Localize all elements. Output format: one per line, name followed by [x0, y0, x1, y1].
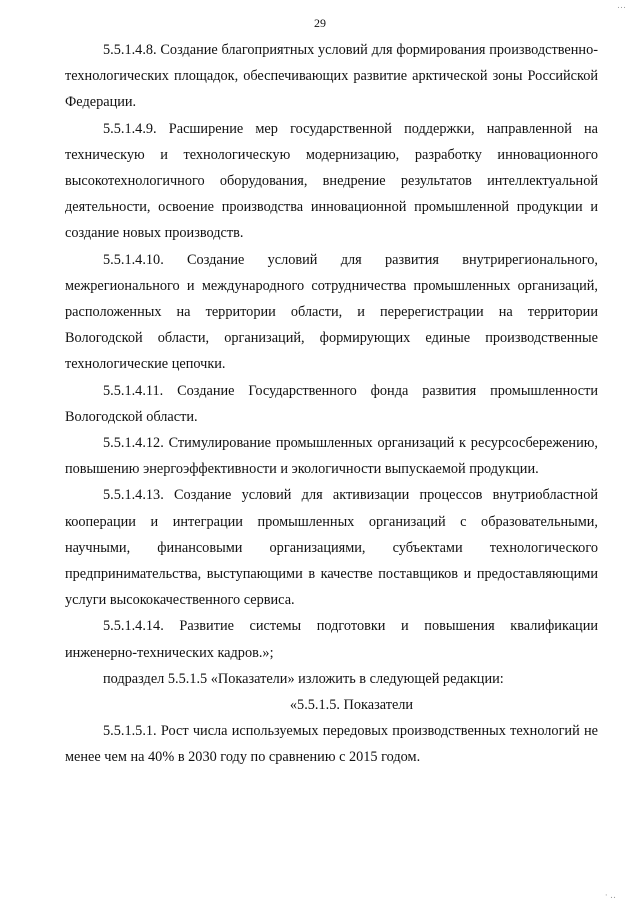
paragraph-5-5-1-4-9: 5.5.1.4.9. Расширение мер государственной поддержки, направленной на техническую и технологическую модернизацию, разработку инновационного высокотехнологичного оборудования, внедрение результатов интеллектуальной деятельности, освоение производства инновационной промышленной продукции и создание новых производств.	[65, 120, 598, 242]
paragraph-5-5-1-4-10: 5.5.1.4.10. Создание условий для развития внутрирегионального, межрегионального и международного сотрудничества промышленных организаций, расположенных на территории области, и перерегистрации на территории Вологодской области, организаций, формирующих единые производственные технологические цепочки.	[65, 251, 598, 373]
document-body	[65, 37, 598, 771]
paragraph-5-5-1-4-14: 5.5.1.4.14. Развитие системы подготовки и повышения квалификации инженерно-технических кадров.»;	[65, 618, 598, 661]
corner-mark-top: …	[617, 0, 626, 10]
paragraph-5-5-1-4-11: 5.5.1.4.11. Создание Государственного фонда развития промышленности Вологодской области.	[65, 382, 598, 425]
paragraph-subsection-instruction: подраздел 5.5.1.5 «Показатели» изложить в следующей редакции:	[103, 670, 504, 687]
paragraph-5-5-1-4-13: 5.5.1.4.13. Создание условий для активизации процессов внутриобластной кооперации и интеграции промышленных организаций с образовательными, научными, финансовыми организациями, субъектами технологического предпринимательства, выступающими в качестве поставщиков и предоставляющими услуги высококачественного сервиса.	[65, 487, 598, 609]
section-heading-5-5-1-5: «5.5.1.5. Показатели	[289, 697, 414, 714]
page-number: 29	[314, 16, 326, 30]
paragraph-5-5-1-4-12: 5.5.1.4.12. Стимулирование промышленных организаций к ресурсосбережению, повышению энергоэффективности и экологичности выпускаемой продукции.	[65, 435, 598, 478]
corner-mark-bottom: · ‥	[604, 890, 616, 900]
paragraph-5-5-1-4-8: 5.5.1.4.8. Создание благоприятных условий для формирования производственно-технологических площадок, обеспечивающих развитие арктической зоны Российской Федерации.	[65, 42, 598, 111]
paragraph-5-5-1-5-1: 5.5.1.5.1. Рост числа используемых передовых производственных технологий не менее чем на 40% в 2030 году по сравнению с 2015 годом.	[65, 723, 598, 766]
